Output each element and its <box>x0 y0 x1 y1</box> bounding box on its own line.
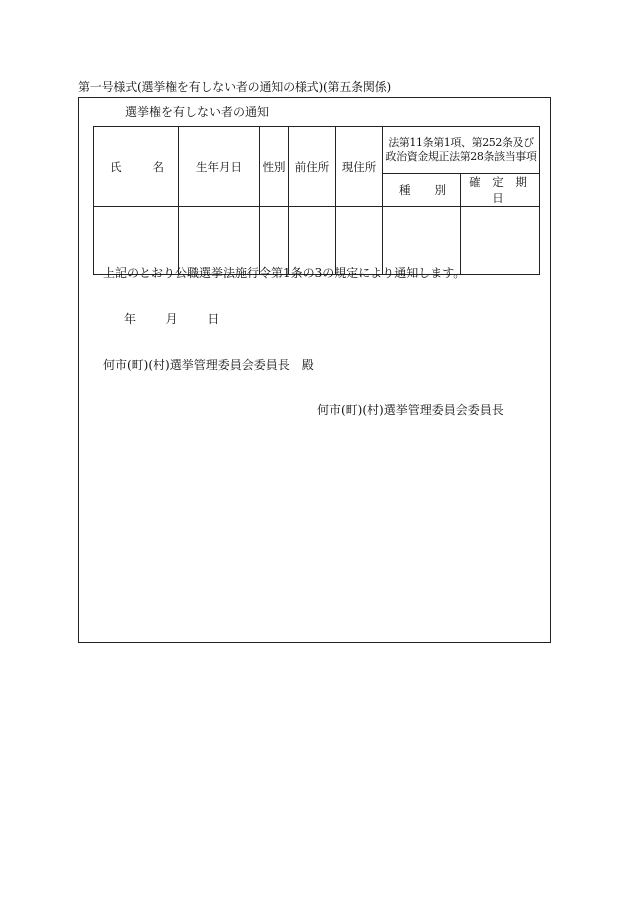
date-month-label: 月 <box>165 312 178 326</box>
date-year-label: 年 <box>124 312 137 326</box>
notice-statement: 上記のとおり公職選挙法施行令第1条の3の規定により通知します。 <box>103 266 466 280</box>
form-heading: 第一号様式(選挙権を有しない者の通知の様式)(第五条関係) <box>78 80 391 94</box>
header-current-address: 現住所 <box>336 127 383 207</box>
header-law-provisions: 法第11条第1項、第252条及び政治資金規正法第28条該当事項 <box>383 127 540 174</box>
header-kind <box>383 174 461 207</box>
date-day-label: 日 <box>207 312 220 326</box>
sender: 何市(町)(村)選挙管理委員会委員長 <box>317 403 504 417</box>
header-fixed-date: 確 定 期 日 <box>461 174 540 207</box>
header-name-given: 名 <box>152 159 164 174</box>
notice-table <box>93 126 540 275</box>
header-previous-address: 前住所 <box>289 127 336 207</box>
header-birthdate: 生年月日 <box>179 127 260 207</box>
header-kind-part2: 別 <box>434 183 446 197</box>
header-sex: 性別 <box>260 127 289 207</box>
addressee: 何市(町)(村)選挙管理委員会委員長 殿 <box>103 358 314 372</box>
header-name-family: 氏 <box>110 159 122 174</box>
cell-fixed-date[interactable] <box>461 207 540 275</box>
date-line <box>124 311 219 327</box>
table-header-row <box>94 127 540 174</box>
header-name <box>94 127 179 207</box>
header-kind-part1: 種 <box>399 183 411 197</box>
notice-title: 選挙権を有しない者の通知 <box>125 105 270 119</box>
